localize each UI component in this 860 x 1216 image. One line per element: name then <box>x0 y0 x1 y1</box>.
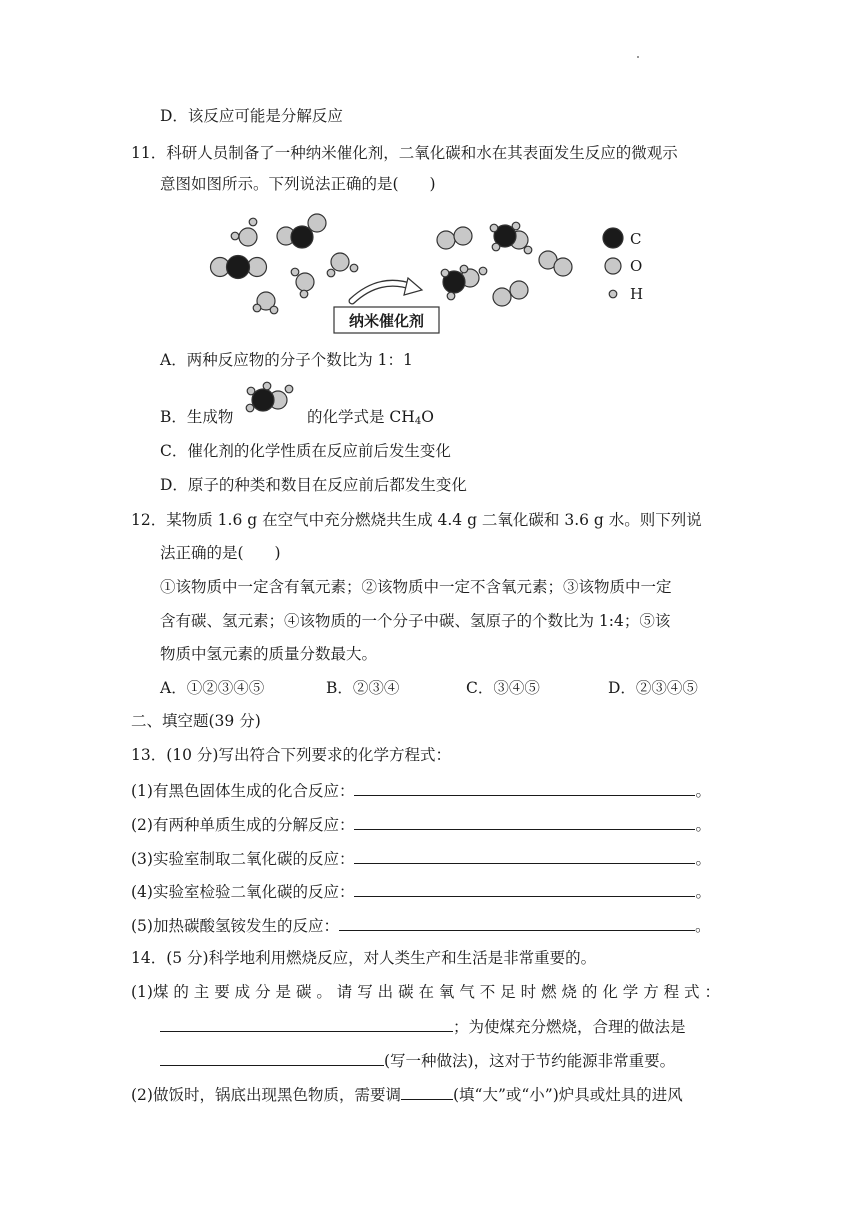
h2o-molecule <box>327 253 358 277</box>
answer-blank[interactable] <box>401 1083 453 1100</box>
legend-h-label: H <box>630 285 644 303</box>
q14-stem: 14．(5 分)科学地利用燃烧反应，对人类生产和生活是非常重要的。 <box>131 949 597 967</box>
reaction-diagram <box>200 205 660 335</box>
answer-blank[interactable] <box>354 880 695 897</box>
legend-oxygen <box>605 258 621 274</box>
q11-option-d: D．原子的种类和数目在反应前后都发生变化 <box>160 476 467 494</box>
q12-statement-line2: 含有碳、氢元素；④该物质的一个分子中碳、氢原子的个数比为 1:4；⑤该 <box>160 612 671 630</box>
page-dot <box>637 56 639 58</box>
catalyst-label: 纳米催化剂 <box>348 312 425 330</box>
answer-blank[interactable] <box>160 1049 384 1066</box>
co2-molecule <box>211 256 267 279</box>
q13-item-4: (4)实验室检验二氧化碳的反应： 。 <box>131 880 711 902</box>
q12-stem-line1: 12．某物质 1.6 g 在空气中充分燃烧共生成 4.4 g 二氧化碳和 3.6 g 水。则下列说 <box>131 511 702 529</box>
q12-statement-line3: 物质中氢元素的质量分数最大。 <box>160 645 378 663</box>
q12-option-c: C．③④⑤ <box>466 679 540 697</box>
ch4o-molecule-icon <box>237 380 307 425</box>
q14-part1-line2: ；为使煤充分燃烧，合理的做法是 <box>160 1015 686 1037</box>
q13-item-5: (5)加热碳酸氢铵发生的反应： 。 <box>131 914 710 936</box>
q11-option-b-formula: 的化学式是 $CH_4O$ <box>307 408 434 427</box>
q11-stem-line1: 11．科研人员制备了一种纳米催化剂，二氧化碳和水在其表面发生反应的微观示 <box>131 144 678 162</box>
legend-o-label: O <box>630 257 643 275</box>
q13-item-2: (2)有两种单质生成的分解反应： 。 <box>131 813 711 835</box>
q14-part2-line1: (2)做饭时，锅底出现黑色物质，需要调 (填“大”或“小”)炉具或灶具的进风 <box>131 1083 683 1105</box>
answer-blank[interactable] <box>339 914 695 931</box>
h2o-molecule <box>291 268 314 298</box>
ch4o-molecule <box>490 222 532 254</box>
h2o-molecule <box>231 218 257 246</box>
q11-stem-line2: 意图如图所示。下列说法正确的是( ) <box>160 175 436 193</box>
o2-molecule <box>437 227 472 249</box>
o2-molecule <box>539 251 572 276</box>
legend-hydrogen <box>609 290 617 298</box>
q12-stem-line2: 法正确的是( ) <box>160 544 281 562</box>
answer-blank[interactable] <box>354 847 695 864</box>
legend-c-label: C <box>630 230 642 248</box>
ch4o-molecule <box>441 265 487 300</box>
legend-carbon <box>603 228 623 248</box>
q12-option-d: D．②③④⑤ <box>608 679 698 697</box>
q10-option-d: D．该反应可能是分解反应 <box>160 107 343 125</box>
q12-statement-line1: ①该物质中一定含有氧元素；②该物质中一定不含氧元素；③该物质中一定 <box>160 578 672 596</box>
q11-option-b-prefix: B．生成物 <box>160 408 234 426</box>
q13-stem: 13．(10 分)写出符合下列要求的化学方程式： <box>131 746 451 764</box>
answer-blank[interactable] <box>160 1015 453 1032</box>
h2o-molecule <box>253 292 278 314</box>
o2-molecule <box>493 281 528 306</box>
q12-option-a: A．①②③④⑤ <box>160 679 265 697</box>
q11-option-a: A．两种反应物的分子个数比为 1：1 <box>160 351 413 369</box>
answer-blank[interactable] <box>354 813 695 830</box>
q14-part1-line3: (写一种做法)，这对于节约能源非常重要。 <box>160 1049 675 1071</box>
q14-part1-line1: (1)煤 的 主 要 成 分 是 碳 。 请 写 出 碳 在 氧 气 不 足 时 燃 烧 的 化 学 方 程 式 ： <box>131 983 720 1001</box>
q13-item-3: (3)实验室制取二氧化碳的反应： 。 <box>131 847 711 869</box>
section-title: 二、填空题(39 分) <box>131 712 261 730</box>
co2-molecule <box>277 214 326 248</box>
q12-option-b: B．②③④ <box>326 679 400 697</box>
q11-option-c: C．催化剂的化学性质在反应前后发生变化 <box>160 442 451 460</box>
answer-blank[interactable] <box>354 779 695 796</box>
q13-item-1: (1)有黑色固体生成的化合反应： 。 <box>131 779 711 801</box>
